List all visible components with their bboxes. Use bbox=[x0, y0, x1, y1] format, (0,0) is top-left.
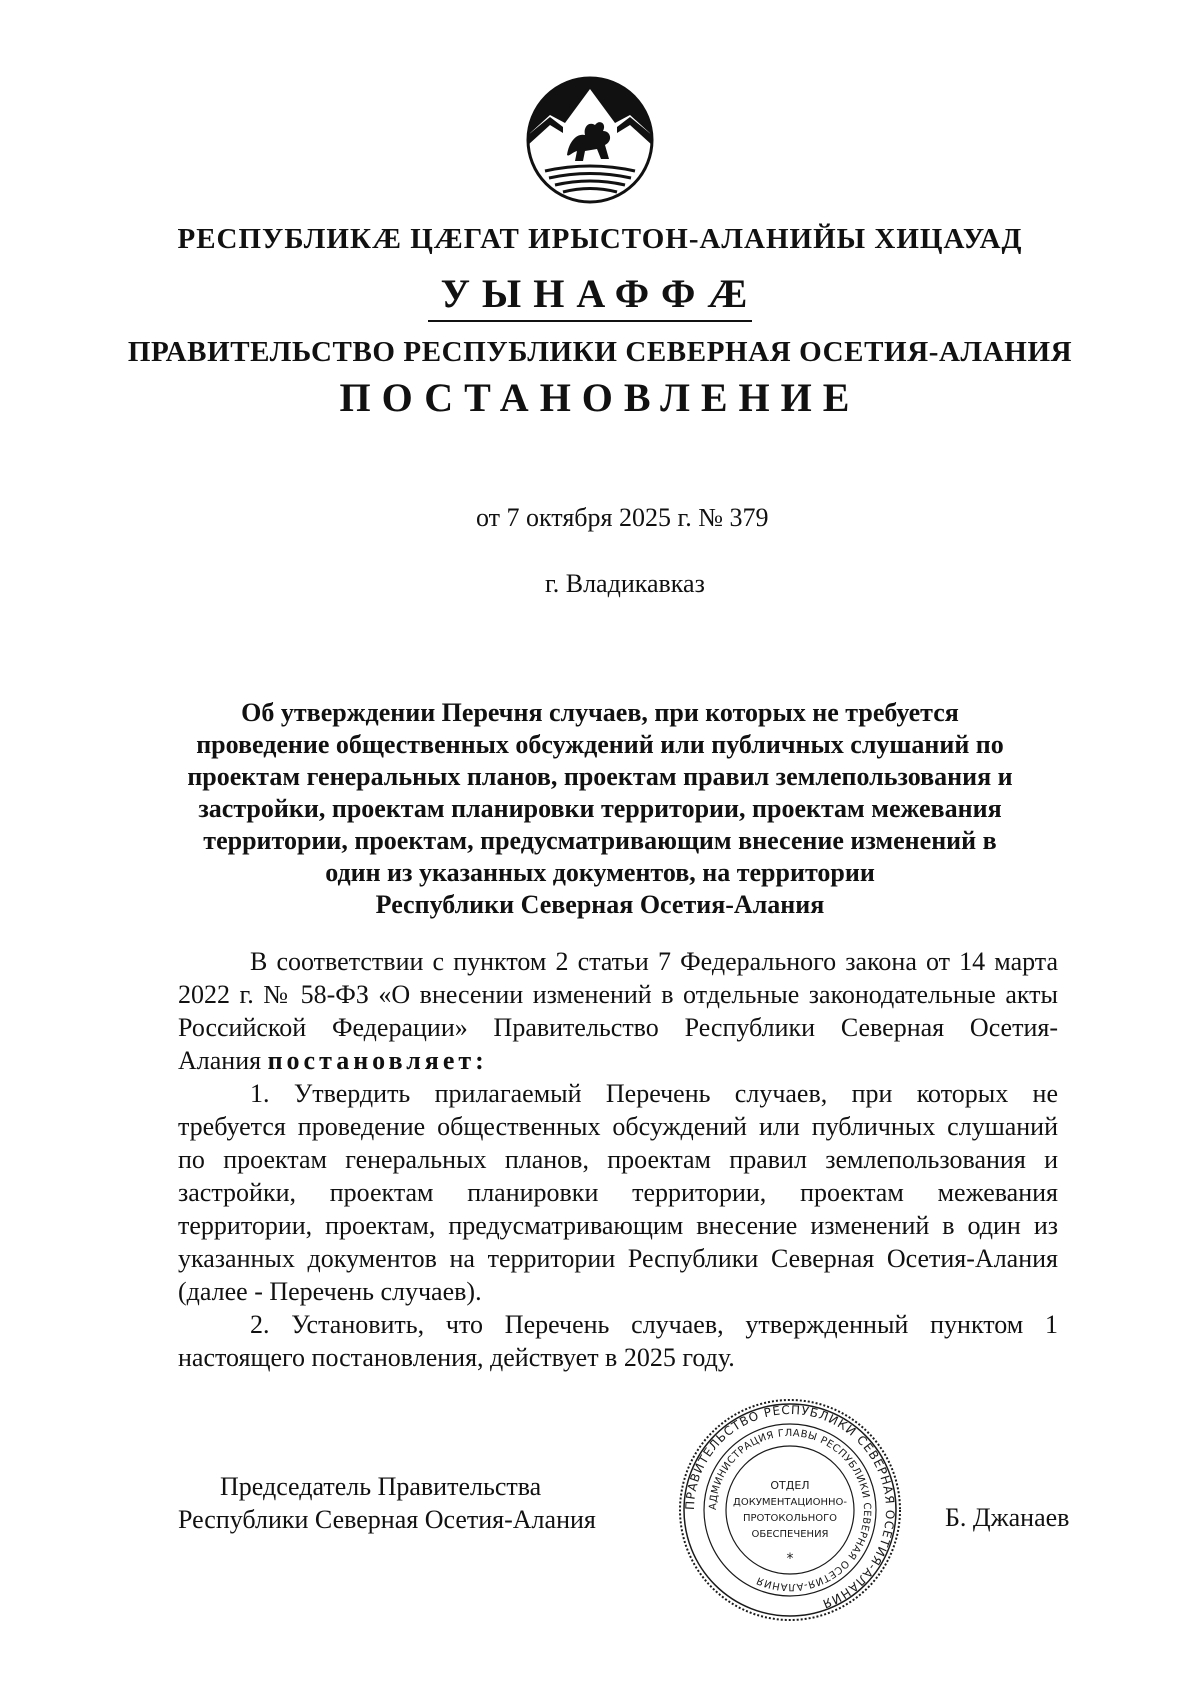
header-divider bbox=[428, 320, 752, 322]
preamble-line bbox=[178, 1044, 1058, 1077]
signatory-name: Б. Джанаев bbox=[945, 1503, 1070, 1532]
document-body bbox=[178, 945, 1058, 1374]
preamble-line: В соответствии с пунктом 2 статьи 7 Федерального закона от 14 марта bbox=[250, 947, 1058, 976]
coat-of-arms-emblem-icon bbox=[525, 75, 655, 205]
preamble-line: 2022 г. № 58-ФЗ «О внесении изменений в отдельные законодательные акты bbox=[178, 980, 1058, 1009]
document-date-number: от 7 октября 2025 г. № 379 bbox=[476, 503, 769, 532]
item1-line: 1. Утвердить прилагаемый Перечень случаев, при которых не bbox=[250, 1079, 1058, 1108]
signatory-position-line: Республики Северная Осетия-Алания bbox=[178, 1505, 596, 1534]
seal-outer-text: ПРАВИТЕЛЬСТВО РЕСПУБЛИКИ СЕВЕРНАЯ ОСЕТИЯ-АЛАНИЯ bbox=[682, 1402, 898, 1612]
seal-center-line: ОБЕСПЕЧЕНИЯ bbox=[751, 1529, 829, 1540]
item2-line: 2. Установить, что Перечень случаев, утвержденный пунктом 1 bbox=[250, 1310, 1058, 1339]
signatory-position bbox=[178, 1470, 596, 1536]
official-seal-icon bbox=[675, 1395, 905, 1625]
preamble-last-prefix: Алания bbox=[178, 1046, 268, 1075]
item1-line: указанных документов на территории Республики Северная Осетия-Алания bbox=[178, 1244, 1058, 1273]
document-title-line: один из указанных документов, на территории bbox=[325, 858, 875, 887]
item1-line: территории, проектам, предусматривающим внесение изменений в один из bbox=[178, 1211, 1058, 1240]
decree-word: постановляет: bbox=[267, 1046, 488, 1075]
preamble-line: Российской Федерации» Правительство Республики Северная Осетия- bbox=[178, 1013, 1058, 1042]
document-title-line: территории, проектам, предусматривающим внесение изменений в bbox=[203, 826, 997, 855]
russian-authority-heading: ПРАВИТЕЛЬСТВО РЕСПУБЛИКИ СЕВЕРНАЯ ОСЕТИЯ-АЛАНИЯ bbox=[127, 336, 1073, 368]
russian-document-type: ПОСТАНОВЛЕНИЕ bbox=[339, 375, 861, 420]
seal-star: * bbox=[786, 1551, 794, 1567]
item1-line: требуется проведение общественных обсуждений или публичных слушаний bbox=[178, 1112, 1058, 1141]
seal-center-line: ОТДЕЛ bbox=[770, 1479, 810, 1492]
document-title-line: застройки, проектам планировки территории, проектам межевания bbox=[198, 794, 1002, 823]
ossetian-authority-heading: РЕСПУБЛИКÆ ЦÆГАТ ИРЫСТОН-АЛАНИЙЫ ХИЦАУАД bbox=[177, 223, 1023, 255]
document-title-line: Об утверждении Перечня случаев, при которых не требуется bbox=[241, 698, 959, 727]
seal-center-line: ДОКУМЕНТАЦИОННО- bbox=[733, 1497, 847, 1508]
item1-line: по проектам генеральных планов, проектам правил землепользования и bbox=[178, 1145, 1058, 1174]
document-title bbox=[150, 697, 1050, 921]
seal-inner-text: АДМИНИСТРАЦИЯ ГЛАВЫ РЕСПУБЛИКИ СЕВЕРНАЯ ОСЕТИЯ-АЛАНИЯ bbox=[707, 1427, 873, 1593]
signatory-position-line: Председатель Правительства bbox=[220, 1472, 542, 1501]
item2-line: настоящего постановления, действует в 2025 году. bbox=[178, 1343, 735, 1372]
item1-line: (далее - Перечень случаев). bbox=[178, 1277, 482, 1306]
document-city: г. Владикавказ bbox=[545, 569, 705, 598]
document-title-line: проведение общественных обсуждений или публичных слушаний по bbox=[196, 730, 1004, 759]
document-title-line: проектам генеральных планов, проектам правил землепользования и bbox=[187, 762, 1013, 791]
ossetian-document-type: УЫНАФФÆ bbox=[440, 271, 760, 316]
item1-line: застройки, проектам планировки территории, проектам межевания bbox=[178, 1178, 1058, 1207]
seal-center-line: ПРОТОКОЛЬНОГО bbox=[742, 1513, 838, 1524]
document-title-line: Республики Северная Осетия-Алания bbox=[375, 890, 825, 919]
